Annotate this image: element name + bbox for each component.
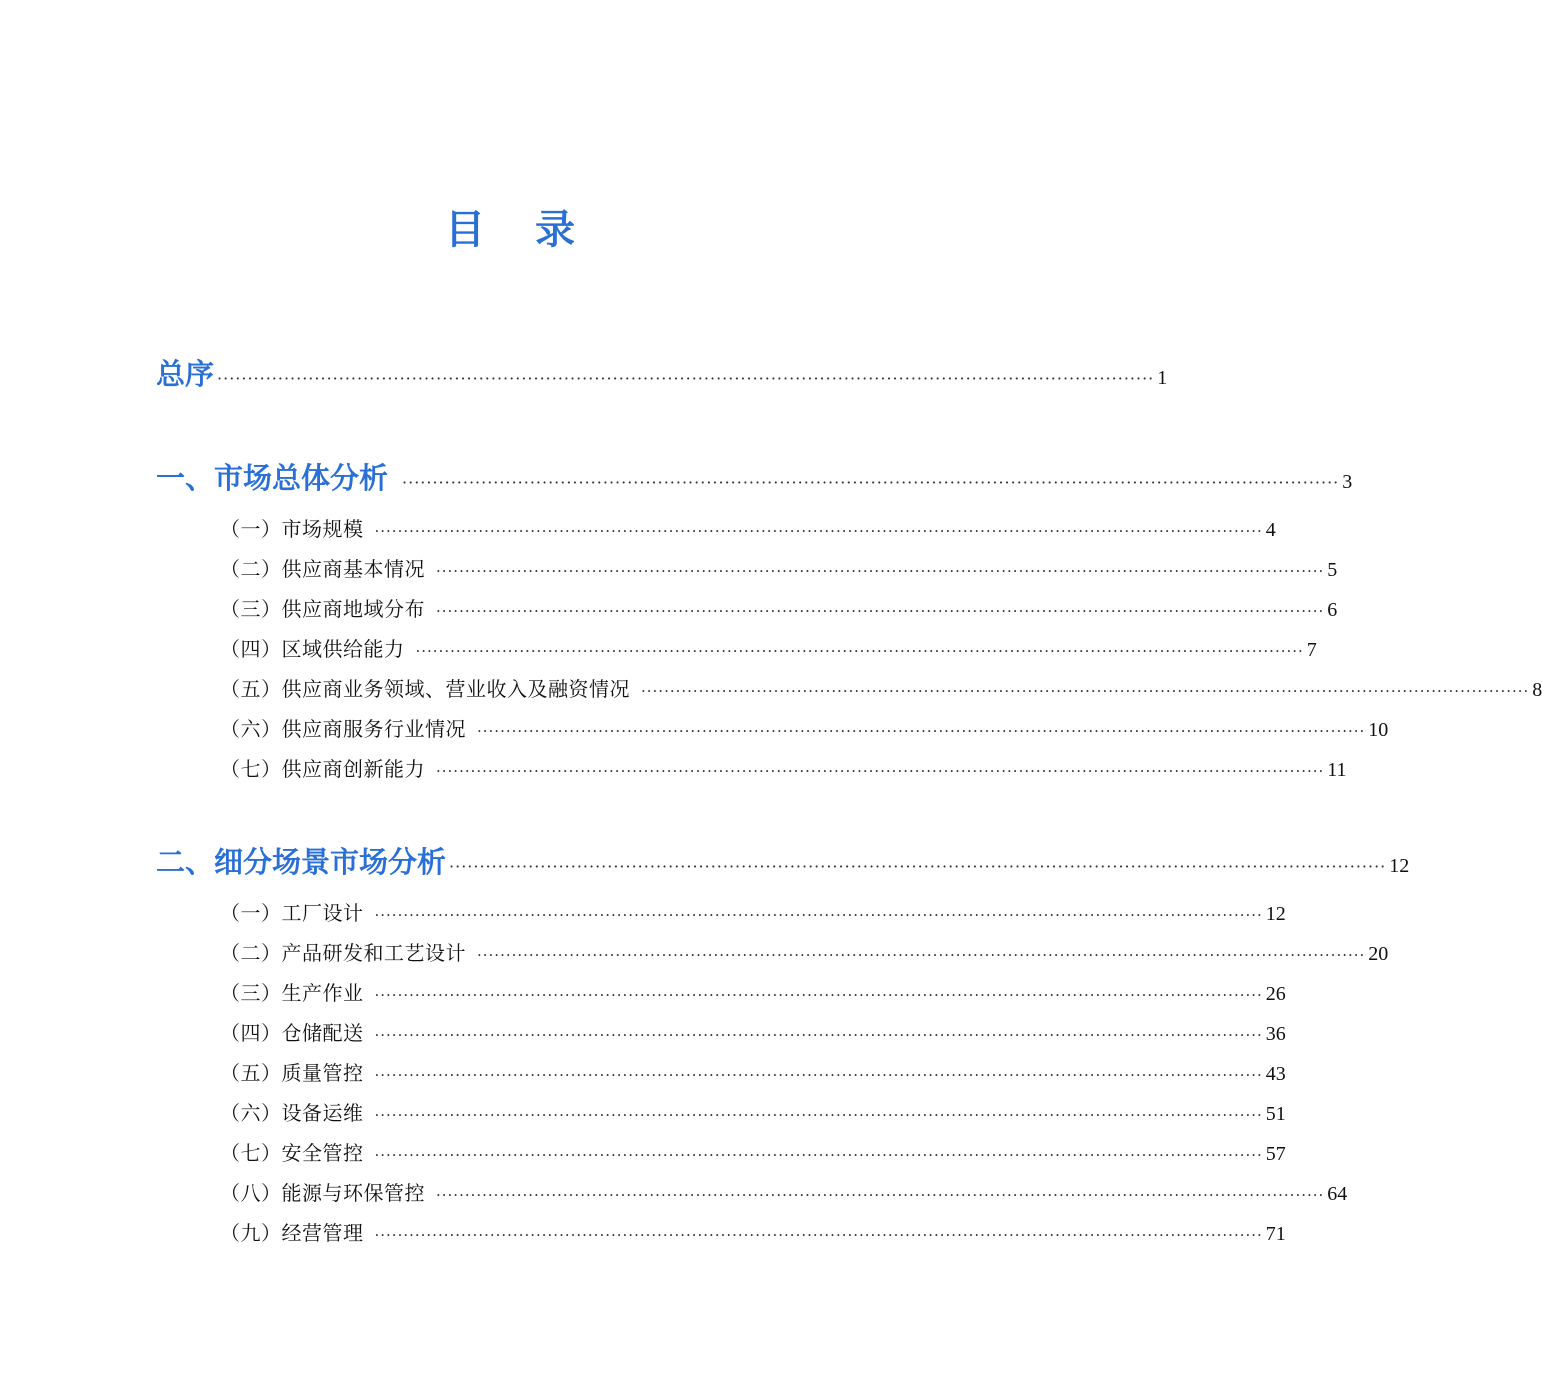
toc-entry-page: 26: [1265, 983, 1286, 1005]
toc-entry-1-5[interactable]: [220, 673, 1542, 702]
dot-leader: ··························································································································································: [477, 722, 1366, 740]
dot-leader: ··························································································································································: [415, 642, 1304, 660]
dot-leader: ··························································································································································: [374, 522, 1263, 540]
dot-leader: ··························································································································································: [374, 1026, 1263, 1044]
toc-entry-page: 51: [1265, 1103, 1286, 1125]
toc-entry-label: （四）仓储配送: [220, 1021, 364, 1045]
toc-entry-page: 10: [1368, 719, 1389, 741]
toc-entry-label: （二）供应商基本情况: [220, 557, 425, 581]
toc-title: 目 录: [445, 206, 593, 253]
dot-leader: ··························································································································································: [436, 562, 1325, 580]
toc-entry-label: （五）供应商业务领域、营业收入及融资情况: [220, 677, 630, 701]
toc-entry-page: 43: [1265, 1063, 1286, 1085]
toc-entry-1-4[interactable]: [220, 633, 1317, 662]
dot-leader: ··························································································································································: [402, 473, 1340, 492]
toc-entry-label: （六）供应商服务行业情况: [220, 717, 466, 741]
toc-entry-label: （四）区域供给能力: [220, 637, 405, 661]
dot-leader: ··························································································································································: [374, 1106, 1263, 1124]
toc-entry-label: （八）能源与环保管控: [220, 1181, 425, 1205]
toc-entry-page: 3: [1342, 471, 1353, 493]
toc-entry-page: 71: [1265, 1223, 1286, 1245]
toc-entry-page: 8: [1532, 679, 1542, 701]
toc-entry-page: 36: [1265, 1023, 1286, 1045]
toc-entry-page: 64: [1327, 1183, 1348, 1205]
toc-entry-page: 12: [1389, 855, 1410, 877]
toc-entry-page: 5: [1327, 559, 1338, 581]
toc-entry-section-1[interactable]: [156, 456, 1353, 497]
toc-entry-2-2[interactable]: [220, 937, 1389, 966]
toc-entry-page: 11: [1327, 759, 1347, 781]
toc-entry-2-3[interactable]: [220, 977, 1286, 1006]
toc-entry-2-1[interactable]: [220, 897, 1286, 926]
dot-leader: ··························································································································································: [374, 906, 1263, 924]
toc-entry-label: （五）质量管控: [220, 1061, 364, 1085]
toc-entry-label: 一、市场总体分析: [156, 461, 389, 495]
dot-leader: ··························································································································································: [374, 1226, 1263, 1244]
toc-entry-1-6[interactable]: [220, 713, 1389, 742]
toc-entry-preface[interactable]: [156, 352, 1168, 393]
toc-entry-page: 6: [1327, 599, 1338, 621]
dot-leader: ··························································································································································: [436, 1186, 1325, 1204]
dot-leader: ··························································································································································: [436, 762, 1325, 780]
toc-entry-page: 12: [1265, 903, 1286, 925]
toc-entry-section-2[interactable]: [156, 840, 1410, 881]
toc-entry-label: 二、细分场景市场分析: [156, 845, 447, 879]
toc-entry-page: 20: [1368, 943, 1389, 965]
toc-entry-label: 总序: [156, 357, 215, 391]
toc-entry-label: （九）经营管理: [220, 1221, 364, 1245]
toc-entry-1-2[interactable]: [220, 553, 1338, 582]
toc-entry-label: （二）产品研发和工艺设计: [220, 941, 466, 965]
toc-entry-label: （一）工厂设计: [220, 901, 364, 925]
dot-leader: ··························································································································································: [217, 369, 1155, 388]
toc-entry-1-3[interactable]: [220, 593, 1338, 622]
toc-entry-1-1[interactable]: [220, 513, 1276, 542]
toc-entry-2-6[interactable]: [220, 1097, 1286, 1126]
dot-leader: ··························································································································································: [641, 682, 1530, 700]
toc-entry-label: （三）供应商地域分布: [220, 597, 425, 621]
dot-leader: ··························································································································································: [477, 946, 1366, 964]
toc-entry-page: 7: [1306, 639, 1317, 661]
toc-entry-1-7[interactable]: [220, 753, 1347, 782]
toc-entry-2-7[interactable]: [220, 1137, 1286, 1166]
dot-leader: ··························································································································································: [374, 1146, 1263, 1164]
dot-leader: ··························································································································································: [374, 986, 1263, 1004]
toc-entry-page: 1: [1157, 367, 1168, 389]
toc-entry-label: （三）生产作业: [220, 981, 364, 1005]
toc-entry-label: （七）安全管控: [220, 1141, 364, 1165]
dot-leader: ··························································································································································: [449, 857, 1387, 876]
toc-entry-2-5[interactable]: [220, 1057, 1286, 1086]
toc-entry-2-4[interactable]: [220, 1017, 1286, 1046]
toc-entry-label: （七）供应商创新能力: [220, 757, 425, 781]
toc-entry-page: 57: [1265, 1143, 1286, 1165]
dot-leader: ··························································································································································: [436, 602, 1325, 620]
toc-entry-label: （一）市场规模: [220, 517, 364, 541]
toc-entry-page: 4: [1265, 519, 1276, 541]
toc-entry-label: （六）设备运维: [220, 1101, 364, 1125]
toc-entry-2-9[interactable]: [220, 1217, 1286, 1246]
dot-leader: ··························································································································································: [374, 1066, 1263, 1084]
toc-entry-2-8[interactable]: [220, 1177, 1348, 1206]
